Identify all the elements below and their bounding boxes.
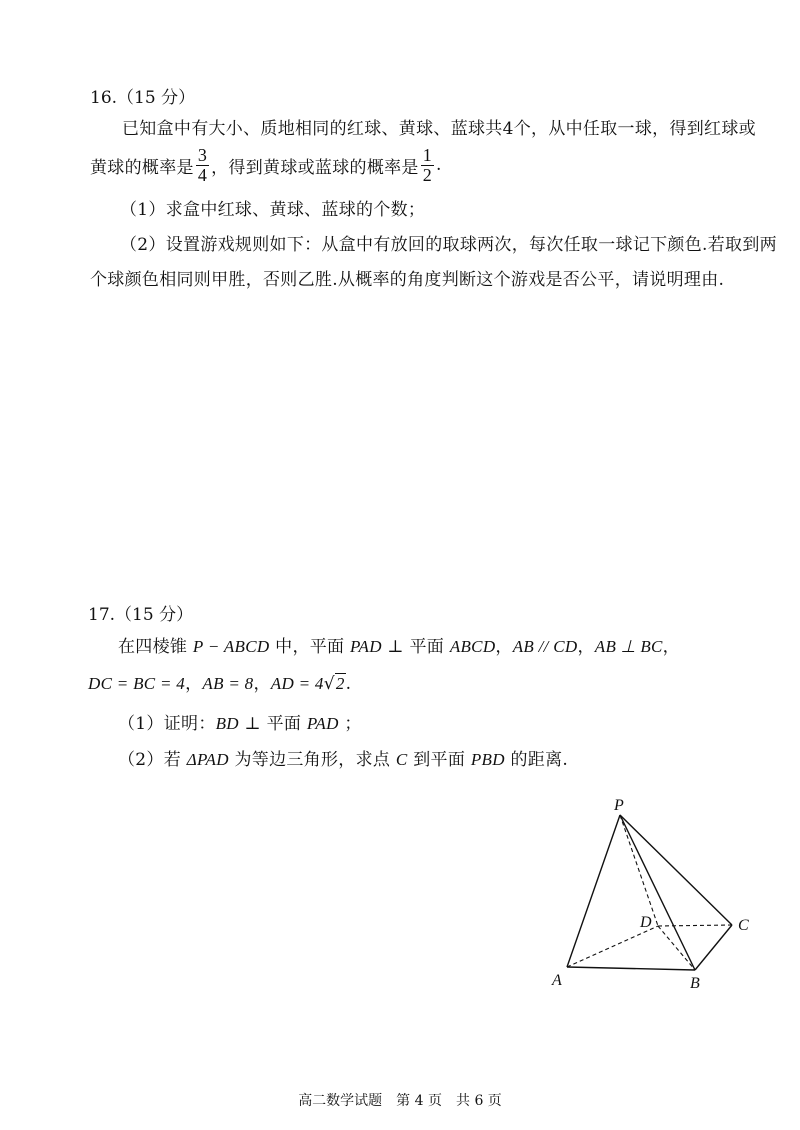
edge-dc-hidden [658, 925, 732, 926]
q17-text: （1）证明： [118, 714, 216, 734]
q17-text: ⊥ 平面 [238, 714, 307, 734]
q17-text: ， [495, 637, 513, 657]
q17-line2 [88, 669, 351, 694]
q17-math: AD = 4 [270, 674, 324, 693]
q16-text-a: 黄球的概率是 [90, 157, 194, 178]
q17-text: ， [577, 637, 595, 657]
fraction-numerator: 1 [422, 144, 433, 165]
q16-text-b: ，得到黄球或蓝球的概率是 [211, 157, 419, 178]
q17-math: DC = BC = 4 [88, 674, 186, 693]
q17-text: ； [338, 714, 362, 734]
q17-math: AB ⊥ BC [594, 637, 663, 656]
edge-pa [567, 815, 620, 967]
fraction-denominator: 2 [422, 164, 433, 185]
q16-subquestion-2-line1: （2）设置游戏规则如下：从盒中有放回的取球两次，每次任取一球记下颜色.若取到两 [120, 235, 777, 255]
q17-text: ， [253, 674, 271, 694]
edge-bc [695, 925, 732, 970]
q17-text: 中，平面 [269, 637, 351, 657]
q16-paragraph-line1: 已知盒中有大小、质地相同的红球、黄球、蓝球共4个，从中任取一球，得到红球或 [122, 119, 756, 139]
q17-text: . [345, 674, 352, 694]
q17-text: 为等边三角形，求点 [228, 750, 396, 770]
q17-text: 到平面 [407, 750, 471, 770]
q17-math: BD [215, 714, 239, 733]
vertex-label-c: C [738, 917, 749, 934]
q16-header: 16.（15 分） [90, 88, 196, 108]
sqrt-radicand: 2 [335, 674, 345, 693]
vertex-label-p: P [614, 797, 624, 814]
q17-math: PAD [350, 637, 382, 656]
q16-paragraph-line2 [90, 140, 442, 190]
q17-math: PBD [470, 750, 505, 769]
page-footer: 高二数学试题 第 4 页 共 6 页 [298, 1093, 502, 1109]
q17-math: ΔPAD [186, 750, 229, 769]
edge-ad-hidden [567, 926, 658, 967]
pyramid-figure [540, 795, 770, 995]
q16-subquestion-1: （1）求盒中红球、黄球、蓝球的个数； [120, 200, 426, 220]
vertex-label-a: A [552, 972, 562, 989]
q17-text: ， [185, 674, 203, 694]
edge-pd-hidden [620, 815, 658, 926]
q17-math: AB = 8 [202, 674, 254, 693]
q17-header: 17.（15 分） [88, 605, 194, 625]
q17-math: AB // CD [512, 637, 578, 656]
q17-subquestion-2 [118, 745, 568, 770]
sqrt-symbol: √ [323, 674, 335, 694]
q16-text-end: . [436, 155, 442, 175]
edge-pb [620, 815, 695, 970]
fraction-denominator: 4 [197, 164, 208, 185]
q16-subquestion-2-line2: 个球颜色相同则甲胜，否则乙胜.从概率的角度判断这个游戏是否公平，请说明理由. [90, 270, 725, 290]
vertex-label-d: D [640, 914, 652, 931]
fraction-one-half [421, 146, 434, 185]
q17-math: P − ABCD [192, 637, 270, 656]
fraction-three-quarters [196, 146, 209, 185]
edge-ab [567, 967, 695, 970]
vertex-label-b: B [690, 975, 700, 992]
q17-text: 在四棱锥 [118, 637, 193, 657]
q17-text: ⊥ 平面 [381, 637, 450, 657]
q17-math: C [395, 750, 408, 769]
q17-text: 的距离. [504, 750, 569, 770]
q17-line1 [118, 632, 680, 657]
q17-subquestion-1 [118, 709, 362, 734]
fraction-numerator: 3 [197, 144, 208, 165]
q17-math: PAD [306, 714, 339, 733]
edge-pc [620, 815, 732, 925]
q17-math: ABCD [449, 637, 496, 656]
q17-text: （2）若 [118, 750, 187, 770]
q17-text: ， [662, 637, 680, 657]
